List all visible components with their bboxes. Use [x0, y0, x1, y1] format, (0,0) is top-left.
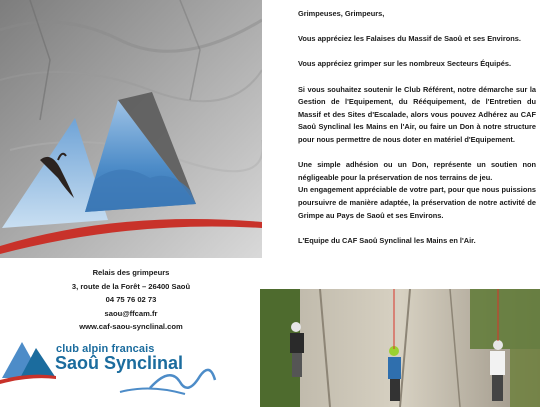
logo-synclinal: Saoû Synclinal: [55, 353, 184, 373]
letter-paragraph-2: Vous appréciez grimper sur les nombreux Secteurs Équipés.: [298, 59, 512, 69]
letter-greeting: Grimpeuses, Grimpeurs,: [298, 9, 385, 18]
letter-paragraph-4a: Une simple adhésion ou un Don, représente un soutien non négligeable pour la préservation de nos terrains de jeu.: [298, 160, 536, 182]
logo-club-name: club alpin francais: [56, 343, 155, 355]
left-panel: [0, 0, 262, 407]
contact-address: 3, route de la Forêt – 26400 Saoû: [71, 281, 191, 291]
contact-block: [0, 266, 262, 334]
letter-text: [298, 8, 536, 260]
climbers-photo: [260, 289, 540, 407]
letter-paragraph-3: Si vous souhaitez soutenir le Club Référent, notre démarche sur la Gestion de l'Equipement, du Rééquipement, de l'Entretien du Massif et des Sites d'Escalade, alors vous pouvez Adhérez au CAF Saoû Synclinal les Mains en l'Air, ou faire un Don à notre structure pour nous permettre de nous doter en matériel d'Equipement.: [298, 84, 536, 144]
letter-signature: L'Equipe du CAF Saoû Synclinal les Mains en l'Air.: [298, 235, 476, 245]
letter-paragraph-1: Vous appréciez les Falaises du Massif de Saoû et ses Environs.: [298, 34, 521, 44]
rock-cover-illustration: [0, 0, 262, 258]
contact-email[interactable]: saou@ffcam.fr: [104, 308, 158, 318]
contact-name: Relais des grimpeurs: [92, 268, 170, 277]
contact-website[interactable]: www.caf-saou-synclinal.com: [79, 322, 183, 332]
contact-phone: 04 75 76 02 73: [105, 295, 157, 305]
letter-paragraph-4b: Un engagement appréciable de votre part, pour que nous puissions poursuivre de manière adaptée, la préservation de notre activité de Grimpe au Pays de Saoû et ses Environs.: [298, 185, 536, 220]
